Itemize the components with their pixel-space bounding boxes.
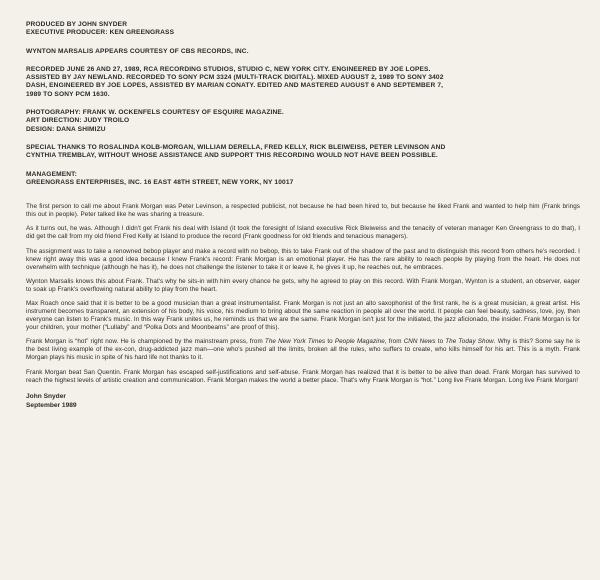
essay	[26, 203, 580, 384]
program-title: CNN News	[403, 338, 436, 346]
credits-block	[26, 21, 580, 187]
recorded-line: DASH, ENGINEERED BY JOE LOPES, ASSISTED BY MARIAN CONATY. EDITED AND MASTERED AUGUST 6 AND SEPTEMBER 7,	[26, 82, 444, 90]
essay-paragraph	[26, 338, 580, 362]
design-credit: DESIGN: DANA SHIMIZU	[26, 125, 106, 133]
produced-by: PRODUCED BY JOHN SNYDER	[26, 21, 128, 28]
signature-block	[26, 393, 580, 410]
photography-credit: PHOTOGRAPHY: FRANK W. OCKENFELS COURTESY OF ESQUIRE MAGAZINE.	[26, 109, 284, 117]
art-direction-credit: ART DIRECTION: JUDY TROILO	[26, 117, 130, 125]
publication-title: People Magazine	[334, 338, 385, 346]
essay-paragraph: Wynton Marsalis knows this about Frank. That's why he sits-in with him every chance he gets, why he agreed to play on this record. With Frank Morgan, Wynton is a student, an observer, eager to soak up Frank's overflowing natural ability to play from the heart.	[26, 278, 580, 293]
recorded-line: ASSISTED BY JAY NEWLAND. RECORDED TO SONY PCM 3324 (MULTI-TRACK DIGITAL). MIXED AUGUST 2, 1989 TO SONY 3402	[26, 74, 444, 82]
essay-paragraph: The assignment was to take a renowned bebop player and make a record with no bebop, this to take Frank out of the shadow of the past and to distinguish this record from others he's recorded. I knew right away this was a good idea because I knew Frank's record: Frank Morgan is an emotional player. He has the rare ability to reach people by playing from the heart. He does not overwhelm with technique (although he has it), he does not challenge the listener to take it or leave it, he gives it up, he reaches out, he embraces.	[26, 247, 580, 271]
management-label: MANAGEMENT:	[26, 170, 77, 178]
essay-text: to	[435, 338, 446, 346]
essay-text: , from	[384, 338, 404, 346]
recorded-line: 1989 TO SONY PCM 1630.	[26, 90, 110, 98]
executive-producer: EXECUTIVE PRODUCER: KEN GREENGRASS	[26, 29, 175, 37]
publication-title: The New York Times	[264, 338, 326, 346]
thanks-line: SPECIAL THANKS TO ROSALINDA KOLB-MORGAN, WILLIAM DERELLA, FRED KELLY, RICK BLEIWEISS, PETER LEVINSON AND	[26, 143, 446, 151]
signature-date: September 1989	[26, 401, 77, 409]
essay-text: . Why is this? Some say he is the best living example of the ex-con, drug-addicted jazz man—one who's pushed all the limits, broken all the rules, who suffers to create, who kills himself for his art. This is a myth. Frank Morgan plays his music in spite of his hard life not thanks to it.	[26, 338, 581, 362]
recorded-line: RECORDED JUNE 26 AND 27, 1989, RCA RECORDING STUDIOS, STUDIO C, NEW YORK CITY. ENGINEERED BY JOE LOPES.	[26, 65, 431, 73]
management-address: GREENGRASS ENTERPRISES, INC. 16 EAST 48TH STREET, NEW YORK, NY 10017	[26, 178, 294, 186]
author-name: John Snyder	[26, 393, 66, 401]
thanks-line: CYNTHIA TREMBLAY, WITHOUT WHOSE ASSISTANCE AND SUPPORT THIS RECORDING WOULD NOT HAVE BEEN POSSIBLE.	[26, 152, 438, 160]
essay-text: to	[325, 338, 335, 346]
essay-paragraph: The first person to call me about Frank Morgan was Peter Levinson, a respected publicist, not because he had been hired to, but because he liked Frank and wanted to help him (Frank brings this out in people). Peter talked like he was sharing a treasure.	[26, 203, 580, 219]
essay-paragraph: Frank Morgan beat San Quentin. Frank Morgan has escaped self-justifications and self-abuse. Frank Morgan has realized that it is better to be alive than dead. Frank Morgan has survived to reach the highest levels of artistic creation and communication. Frank Morgan makes the world a better place. That's why Frank Morgan is “hot.” Long live Frank Morgan. Long live Frank Morgan!	[26, 368, 580, 384]
essay-paragraph: Max Roach once said that it is better to be a good musician than a great instrumentalist. Frank Morgan is not just an alto saxophonist of the first rank, he is a great musician, a great artist. His instrument becomes transparent, an extension of his body, his voice, his medium to bring about the same reaction in people all over the world. It people can feel beauty, sadness, love, joy, then everyone can listen to Frank's music. In this way Frank unites us, he reminds us that we are the same. Frank Morgan isn't just for the initiated, the jazz aficionado, the insider. Frank Morgan is for your children, your mother (“Lullaby” and “Polka Dots and Moonbeams” are proof of this).	[26, 300, 580, 332]
essay-paragraph: As it turns out, he was. Although I didn't get Frank his deal with Island (it took the foresight of Island executive Rick Bleiweiss and the tenacity of veteran manager Ken Greengrass to do that), I did get the call from my old friend Fred Kelly at Island to produce the record (Frank goodness for old friends and tenacious managers).	[26, 225, 580, 241]
courtesy-line: WYNTON MARSALIS APPEARS COURTESY OF CBS RECORDS, INC.	[26, 47, 249, 55]
program-title: The Today Show	[445, 338, 494, 346]
essay-text: Frank Morgan is “hot” right now. He is championed by the mainstream press, from	[26, 338, 265, 346]
